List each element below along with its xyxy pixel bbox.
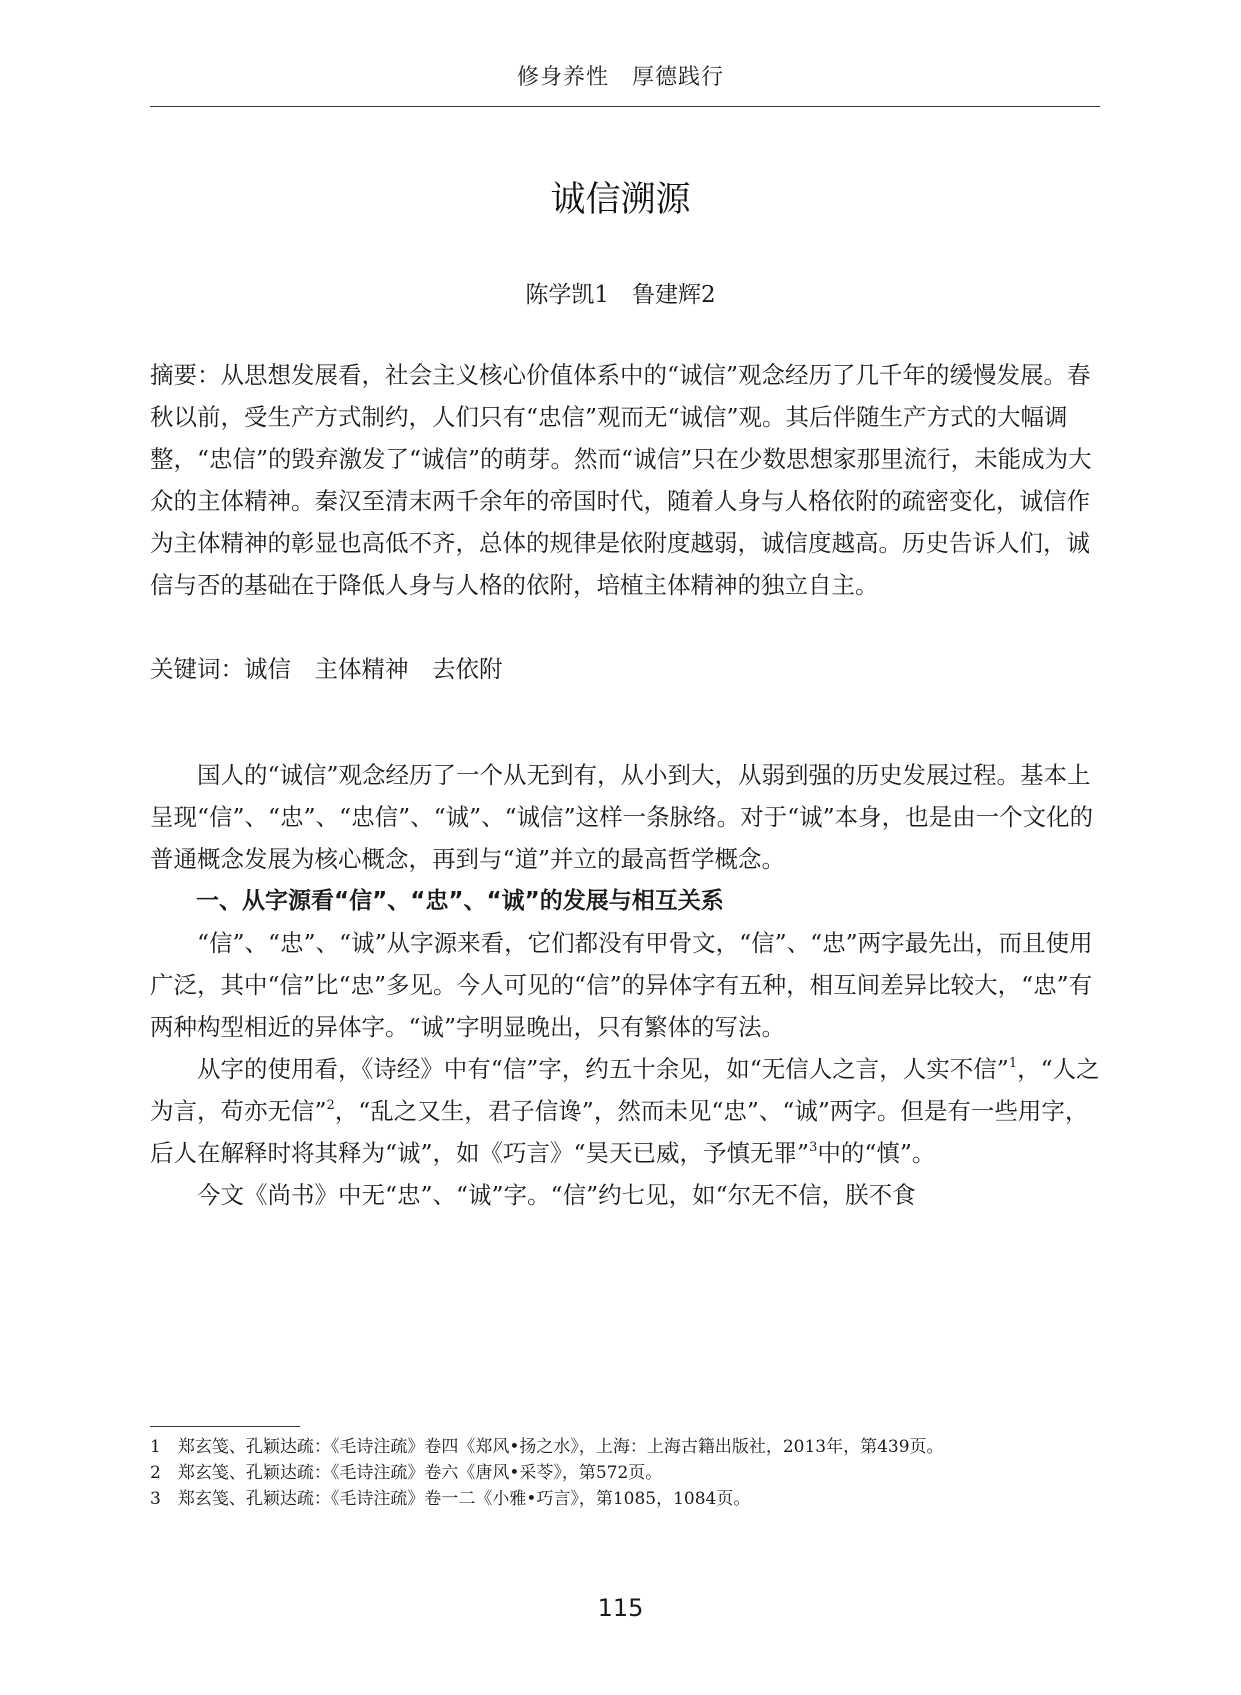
body-paragraph-2: “信”、“忠”、“诚”从字源来看，它们都没有甲骨文，“信”、“忠”两字最先出，而且使用广泛，其中“信”比“忠”多见。今人可见的“信”的异体字有五种，相互间差异比较大，“忠”有两种构型相近的异体字。“诚”字明显晚出，只有繁体的写法。	[150, 929, 1093, 1041]
paragraph-3-segment: 从字的使用看，《诗经》中有“信”字，约五十余见，如“无信人之言，人实不信”	[197, 1055, 1009, 1083]
footnote-ref-2[interactable]: 2	[326, 1098, 335, 1113]
body-paragraph-3	[150, 1048, 1100, 1174]
page-number: 115	[597, 1594, 644, 1622]
footnote-3: 3 郑玄笺、孔颖达疏：《毛诗注疏》卷一二《小雅•巧言》，第1085，1084页。	[150, 1489, 751, 1509]
abstract	[150, 354, 1100, 606]
body-paragraph-4: 今文《尚书》中无“忠”、“诚”字。“信”约七见，如“尔无不信，朕不食	[197, 1181, 916, 1209]
paragraph-3-segment: ，“人之为言，苟亦无信”	[150, 1055, 1100, 1125]
footnotes	[150, 1434, 1100, 1512]
paragraph-3-segment: ，“乱之又生，君子信谗”，然而未见“忠”、“诚”两字。但是有一些用字，后人在解释时将其释为“诚”，如《巧言》“昊天已威，予慎无罪”	[150, 1097, 1089, 1167]
footnote-rule	[150, 1426, 300, 1427]
footnote-2: 2 郑玄笺、孔颖达疏：《毛诗注疏》卷六《唐风•采苓》，第572页。	[150, 1463, 663, 1483]
keywords	[150, 648, 1100, 690]
footnote-ref-3[interactable]: 3	[809, 1140, 818, 1155]
keywords-text: 诚信 主体精神 去依附	[244, 655, 503, 683]
abstract-label: 摘要：	[150, 361, 221, 389]
section-heading-1: 一、从字源看“信”、“忠”、“诚”的发展与相互关系	[196, 888, 724, 914]
article-body	[150, 754, 1100, 1216]
article-authors: 陈学凯1 鲁建辉2	[525, 282, 716, 308]
header-rule	[150, 106, 1100, 107]
article-title: 诚信溯源	[550, 180, 691, 220]
paragraph-3-segment: 中的“慎”。	[817, 1139, 936, 1167]
body-paragraph-1: 国人的“诚信”观念经历了一个从无到有，从小到大，从弱到强的历史发展过程。基本上呈现“信”、“忠”、“忠信”、“诚”、“诚信”这样一条脉络。对于“诚”本身，也是由一个文化的普通概念发展为核心概念，再到与“道”并立的最高哲学概念。	[150, 761, 1094, 873]
abstract-text: 从思想发展看，社会主义核心价值体系中的“诚信”观念经历了几千年的缓慢发展。春秋以前，受生产方式制约，人们只有“忠信”观而无“诚信”观。其后伴随生产方式的大幅调整，“忠信”的毁弃激发了“诚信”的萌芽。然而“诚信”只在少数思想家那里流行，未能成为大众的主体精神。秦汉至清末两千余年的帝国时代，随着人身与人格依附的疏密变化，诚信作为主体精神的彰显也高低不齐，总体的规律是依附度越弱，诚信度越高。历史告诉人们，诚信与否的基础在于降低人身与人格的依附，培植主体精神的独立自主。	[150, 361, 1092, 599]
footnote-ref-1[interactable]: 1	[1008, 1056, 1018, 1071]
running-header: 修身养性 厚德践行	[516, 65, 724, 90]
keywords-label: 关键词：	[150, 655, 244, 683]
footnote-1: 1 郑玄笺、孔颖达疏：《毛诗注疏》卷四《郑风•扬之水》，上海：上海古籍出版社，2013年，第439页。	[150, 1437, 944, 1457]
